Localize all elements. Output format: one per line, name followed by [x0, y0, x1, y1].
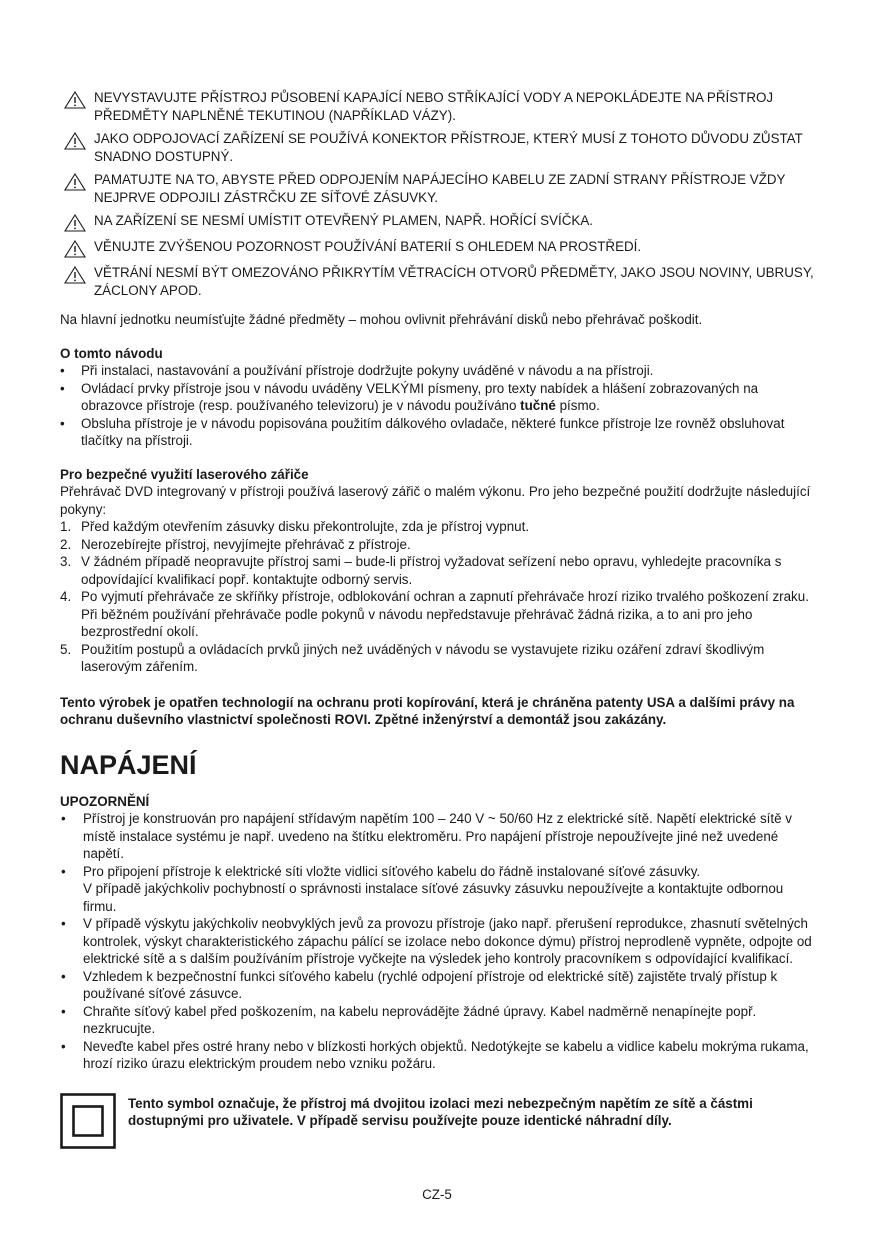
bold-word: tučné	[520, 398, 556, 413]
warning-triangle-icon	[64, 266, 86, 284]
list-item: • Obsluha přístroje je v návodu popisována použitím dálkového ovladače, některé funkce přístroje lze rovněž obsluhovat tlačítky na přístroji.	[60, 415, 820, 450]
list-item: • Pro připojení přístroje k elektrické síti vložte vidlici síťového kabelu do řádně instalované síťové zásuvky. V případě jakýchkoliv pochybností o správnosti instalace síťové zásuvky zásuvku nepoužívejte a kontaktujte odbornou firmu.	[60, 863, 820, 916]
list-item	[60, 518, 820, 536]
list-item	[60, 380, 820, 415]
item-text: Použitím postupů a ovládacích prvků jiných než uváděných v návodu se vystavujete riziku ozáření zdraví škodlivým laserovým zářením.	[81, 641, 765, 674]
warning-list	[60, 89, 820, 299]
list-item	[60, 536, 820, 554]
warning-text: NEVYSTAVUJTE PŘÍSTROJ PŮSOBENÍ KAPAJÍCÍ NEBO STŘÍKAJÍCÍ VODY A NEPOKLÁDEJTE NA PŘÍSTROJ PŘEDMĚTY NAPLNĚNÉ TEKUTINOU (NAPŘÍKLAD VÁZY).	[94, 90, 774, 123]
list-item	[60, 641, 820, 676]
item-number: 1.	[60, 519, 72, 534]
warning-triangle-icon	[64, 214, 86, 232]
double-insulation-text: Tento symbol označuje, že přístroj má dvojitou izolaci mezi nebezpečným napětím ze sítě a částmi dostupnými pro uživatele. V případě servisu používejte pouze identické náhradní díly.	[128, 1095, 753, 1128]
list-item	[60, 588, 820, 641]
warning-triangle-icon	[64, 91, 86, 109]
item-text: V žádném případě neopravujte přístroj sami – bude-li přístroj vyžadovat seřízení nebo opravu, vyhledejte pracovníka s odpovídající kvalifikací popř. kontaktujte odborný servis.	[81, 554, 782, 587]
warning-item	[60, 130, 820, 165]
copyright-notice: Tento výrobek je opatřen technologií na ochranu proti kopírování, která je chráněna patenty USA a dalšími právy na ochranu duševního vlastnictví společnosti ROVI. Zpětné inženýrství a demontáž jsou zakázány.	[60, 694, 795, 727]
list-item-text-end: písmo.	[555, 398, 600, 413]
intro-paragraph: Na hlavní jednotku neumísťujte žádné předměty – mohou ovlivnit přehrávání disků nebo přehrávač poškodit.	[60, 312, 703, 327]
warning-text: JAKO ODPOJOVACÍ ZAŘÍZENÍ SE POUŽÍVÁ KONEKTOR PŘÍSTROJE, KTERÝ MUSÍ Z TOHOTO DŮVODU ZŮSTAT SNADNO DOSTUPNÝ.	[94, 131, 803, 164]
warning-triangle-icon	[64, 173, 86, 191]
list-item: • Přístroj je konstruován pro napájení střídavým napětím 100 – 240 V ~ 50/60 Hz z elektrické sítě. Napětí elektrické sítě v místě instalace systému je např. uvedeno na štítku elektroměru. Pro napájení přístroje nepoužívejte jiné než uvedené napětí.	[60, 810, 820, 863]
page-number: CZ-5	[422, 1187, 452, 1202]
item-number: 3.	[60, 554, 72, 569]
page-content	[60, 89, 820, 1149]
warning-text: VĚNUJTE ZVÝŠENOU POZORNOST POUŽÍVÁNÍ BATERIÍ S OHLEDEM NA PROSTŘEDÍ.	[94, 239, 642, 254]
double-insulation-icon	[60, 1093, 116, 1149]
item-number: 5.	[60, 641, 72, 657]
laser-list	[60, 518, 820, 676]
warning-text: PAMATUJTE NA TO, ABYSTE PŘED ODPOJENÍM NAPÁJECÍHO KABELU ZE ZADNÍ STRANY PŘÍSTROJE VŽDY NEJPRVE ODPOJILI ZÁSTRČKU ZE SÍŤOVÉ ZÁSUVKY.	[94, 172, 786, 205]
power-subheading: UPOZORNĚNÍ	[60, 793, 150, 809]
warning-triangle-icon	[64, 132, 86, 150]
warning-text: NA ZAŘÍZENÍ SE NESMÍ UMÍSTIT OTEVŘENÝ PLAMEN, NAPŘ. HOŘÍCÍ SVÍČKA.	[94, 213, 594, 228]
item-text: Nerozebírejte přístroj, nevyjímejte přehrávač z přístroje.	[81, 536, 411, 552]
warning-item	[60, 264, 820, 299]
power-list	[60, 810, 820, 1073]
double-insulation-notice	[60, 1093, 820, 1149]
warning-item	[60, 238, 820, 258]
list-item	[60, 553, 820, 588]
item-text: Před každým otevřením zásuvky disku překontrolujte, zda je přístroj vypnut.	[81, 519, 530, 534]
item-text: Po vyjmutí přehrávače ze skříňky přístroje, odblokování ochran a zapnutí přehrávače hrozí riziko trvalého poškození zraku. Při běžném používání přehrávače podle pokynů v návodu nepředstavuje přehrávač žádná rizika, a to ani pro jeho bezprostřední okolí.	[81, 589, 809, 639]
list-item-text: Ovládací prvky přístroje jsou v návodu uváděny VELKÝMI písmeny, pro texty nabídek a hlášení zobrazovaných na obrazovce přístroje (resp. používaného televizoru) je v návodu používáno	[81, 380, 759, 413]
item-number: 2.	[60, 536, 72, 552]
laser-heading: Pro bezpečné využití laserového zářiče	[60, 466, 309, 482]
about-list	[60, 362, 820, 450]
item-number: 4.	[60, 589, 72, 604]
laser-intro: Přehrávač DVD integrovaný v přístroji používá laserový zářič o malém výkonu. Pro jeho bezpečné použití dodržujte následující pokyny:	[60, 484, 811, 517]
warning-triangle-icon	[64, 240, 86, 258]
warning-item	[60, 171, 820, 206]
list-item: • Při instalaci, nastavování a používání přístroje dodržujte pokyny uváděné v návodu a na přístroji.	[60, 362, 820, 380]
list-item: • Chraňte síťový kabel před poškozením, na kabelu neprovádějte žádné úpravy. Kabel nadměrně nenapínejte popř. nezkrucujte.	[60, 1003, 820, 1038]
warning-item	[60, 89, 820, 124]
list-item: • Vzhledem k bezpečnostní funkci síťového kabelu (rychlé odpojení přístroje od elektrické sítě) zajistěte trvalý přístup k používané síťové zásuvce.	[60, 968, 820, 1003]
warning-item	[60, 212, 820, 232]
list-item: • Neveďte kabel přes ostré hrany nebo v blízkosti horkých objektů. Nedotýkejte se kabelu a vidlice kabelu mokrýma rukama, hrozí riziko úrazu elektrickým proudem nebo vzniku požáru.	[60, 1038, 820, 1073]
about-heading: O tomto návodu	[60, 345, 163, 361]
warning-text: VĚTRÁNÍ NESMÍ BÝT OMEZOVÁNO PŘIKRYTÍM VĚTRACÍCH OTVORŮ PŘEDMĚTY, JAKO JSOU NOVINY, UBRUSY, ZÁCLONY APOD.	[94, 265, 814, 298]
section-title: NAPÁJENÍ	[60, 749, 197, 780]
list-item: • V případě výskytu jakýchkoliv neobvyklých jevů za provozu přístroje (jako např. přerušení reprodukce, zhasnutí světelných kontrolek, výskyt charakteristického zápachu pálící se izolace nebo dokonce dýmu) přístroj neprodleně vypněte, odpojte od elektrické sítě a s dalším používáním přístroje vyčkejte na výsledek jeho kontroly pracovníkem s odpovídající kvalifikací.	[60, 915, 820, 968]
